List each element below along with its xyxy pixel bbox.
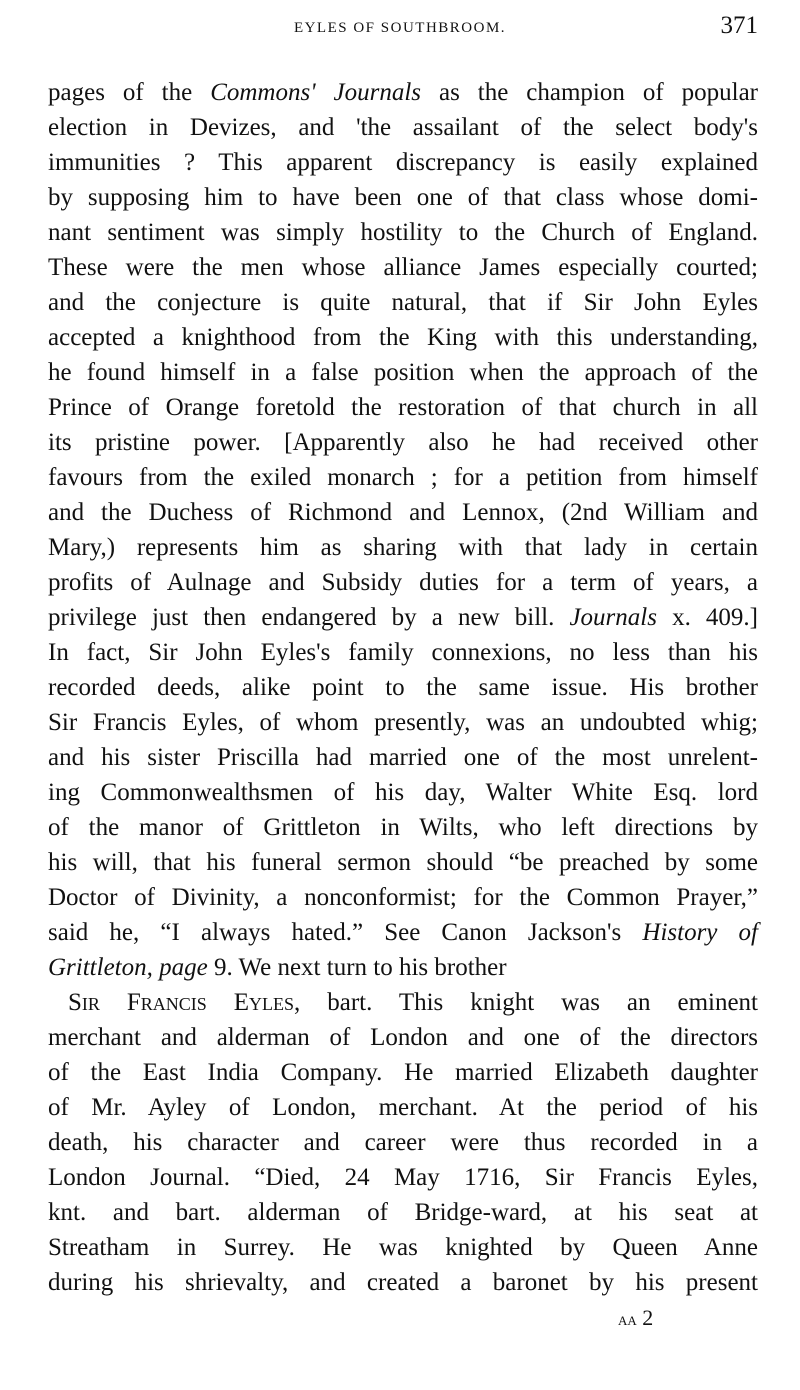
text-segment: and the Duchess of Richmond and Lennox, (2nd William and bbox=[48, 499, 758, 526]
text-line bbox=[48, 1090, 758, 1125]
text-line bbox=[48, 705, 758, 740]
text-segment: by supposing him to have been one of that class whose domi- bbox=[48, 184, 758, 211]
text-segment: as the champion of popular bbox=[421, 79, 758, 106]
italic-text: Journals bbox=[569, 604, 657, 631]
text-segment: and the conjecture is quite natural, that if Sir John Eyles bbox=[48, 289, 758, 316]
text-line bbox=[48, 215, 758, 250]
text-line bbox=[48, 530, 758, 565]
text-segment: of the East India Company. He married Elizabeth daughter bbox=[48, 1059, 758, 1086]
text-line bbox=[48, 600, 758, 635]
text-segment: Sir Francis Eyles, of whom presently, was an undoubted whig; bbox=[48, 709, 758, 736]
text-segment: These were the men whose alliance James especially courted; bbox=[48, 254, 758, 281]
text-line bbox=[48, 670, 758, 705]
text-line bbox=[48, 75, 758, 110]
text-segment: he found himself in a false position when the approach of the bbox=[48, 359, 758, 386]
text-segment: recorded deeds, alike point to the same issue. His brother bbox=[48, 674, 758, 701]
text-segment: Mary,) represents him as sharing with that lady in certain bbox=[48, 534, 758, 561]
text-line bbox=[48, 740, 758, 775]
text-line bbox=[48, 775, 758, 810]
signature-number: 2 bbox=[642, 1305, 654, 1330]
text-segment: ing Commonwealthsmen of his day, Walter White Esq. lord bbox=[48, 779, 758, 806]
text-segment: London Journal. “Died, 24 May 1716, Sir Francis Eyles, bbox=[48, 1164, 758, 1191]
text-line bbox=[48, 145, 758, 180]
text-line bbox=[48, 285, 758, 320]
text-line bbox=[48, 915, 758, 950]
text-line bbox=[48, 425, 758, 460]
text-segment: election in Devizes, and 'the assailant of the select body's bbox=[48, 114, 758, 141]
text-segment: In fact, Sir John Eyles's family connexions, no less than his bbox=[48, 639, 758, 666]
italic-text: History of bbox=[642, 919, 758, 946]
text-segment: and his sister Priscilla had married one of the most unrelent- bbox=[48, 744, 758, 771]
text-line bbox=[48, 1230, 758, 1265]
text-segment: accepted a knighthood from the King with this understanding, bbox=[48, 324, 758, 351]
text-line bbox=[48, 1020, 758, 1055]
text-line bbox=[48, 1160, 758, 1195]
text-segment: privilege just then endangered by a new bill. bbox=[48, 604, 570, 631]
text-segment: x. 409.] bbox=[656, 604, 759, 631]
text-line bbox=[48, 460, 758, 495]
text-line bbox=[48, 1265, 758, 1300]
italic-text: Grittleton, page bbox=[48, 954, 208, 981]
text-line bbox=[48, 810, 758, 845]
text-segment: Doctor of Divinity, a nonconformist; for the Common Prayer,” bbox=[48, 884, 758, 911]
text-segment: during his shrievalty, and created a baronet by his present bbox=[48, 1269, 758, 1296]
text-segment: profits of Aulnage and Subsidy duties for a term of years, a bbox=[48, 569, 758, 596]
text-line bbox=[48, 1125, 758, 1160]
text-line bbox=[48, 495, 758, 530]
text-segment: immunities ? This apparent discrepancy is easily explained bbox=[48, 149, 758, 176]
text-segment: said he, “I always hated.” See Canon Jackson's bbox=[48, 919, 643, 946]
text-segment: of the manor of Grittleton in Wilts, who left directions by bbox=[48, 814, 758, 841]
italic-text: Commons' Journals bbox=[210, 79, 422, 106]
text-segment: Prince of Orange foretold the restoration of that church in all bbox=[48, 394, 758, 421]
text-line bbox=[48, 110, 758, 145]
text-segment: death, his character and career were thus recorded in a bbox=[48, 1129, 758, 1156]
small-caps-text: Sir Francis Eyles bbox=[68, 989, 295, 1016]
text-segment: knt. and bart. alderman of Bridge-ward, at his seat at bbox=[48, 1199, 758, 1226]
header-title: EYLES OF SOUTHBROOM. bbox=[293, 20, 507, 36]
text-segment: pages of the bbox=[48, 79, 211, 106]
text-line bbox=[48, 880, 758, 915]
text-line bbox=[48, 985, 758, 1020]
text-line bbox=[48, 355, 758, 390]
text-line bbox=[48, 1195, 758, 1230]
text-segment: merchant and alderman of London and one of the directors bbox=[48, 1024, 758, 1051]
text-segment: nant sentiment was simply hostility to the Church of England. bbox=[48, 219, 758, 246]
text-line bbox=[48, 1055, 758, 1090]
signature-mark bbox=[618, 1305, 653, 1331]
text-line bbox=[48, 250, 758, 285]
text-line bbox=[48, 950, 758, 985]
text-segment: Streatham in Surrey. He was knighted by Queen Anne bbox=[48, 1234, 758, 1261]
text-line bbox=[48, 390, 758, 425]
text-segment: of Mr. Ayley of London, merchant. At the period of his bbox=[48, 1094, 758, 1121]
text-line bbox=[48, 635, 758, 670]
signature-letters: aa bbox=[618, 1309, 637, 1329]
text-segment: , bart. This knight was an eminent bbox=[294, 989, 759, 1016]
text-line bbox=[48, 320, 758, 355]
page-number: 371 bbox=[720, 12, 758, 39]
text-segment: his will, that his funeral sermon should “be preached by some bbox=[48, 849, 758, 876]
text-line bbox=[48, 180, 758, 215]
text-segment: 9. We next turn to his brother bbox=[207, 954, 507, 981]
body-text bbox=[48, 75, 758, 1300]
text-line bbox=[48, 565, 758, 600]
text-line bbox=[48, 845, 758, 880]
text-segment: favours from the exiled monarch ; for a petition from himself bbox=[48, 464, 758, 491]
text-segment: its pristine power. [Apparently also he had received other bbox=[48, 429, 758, 456]
